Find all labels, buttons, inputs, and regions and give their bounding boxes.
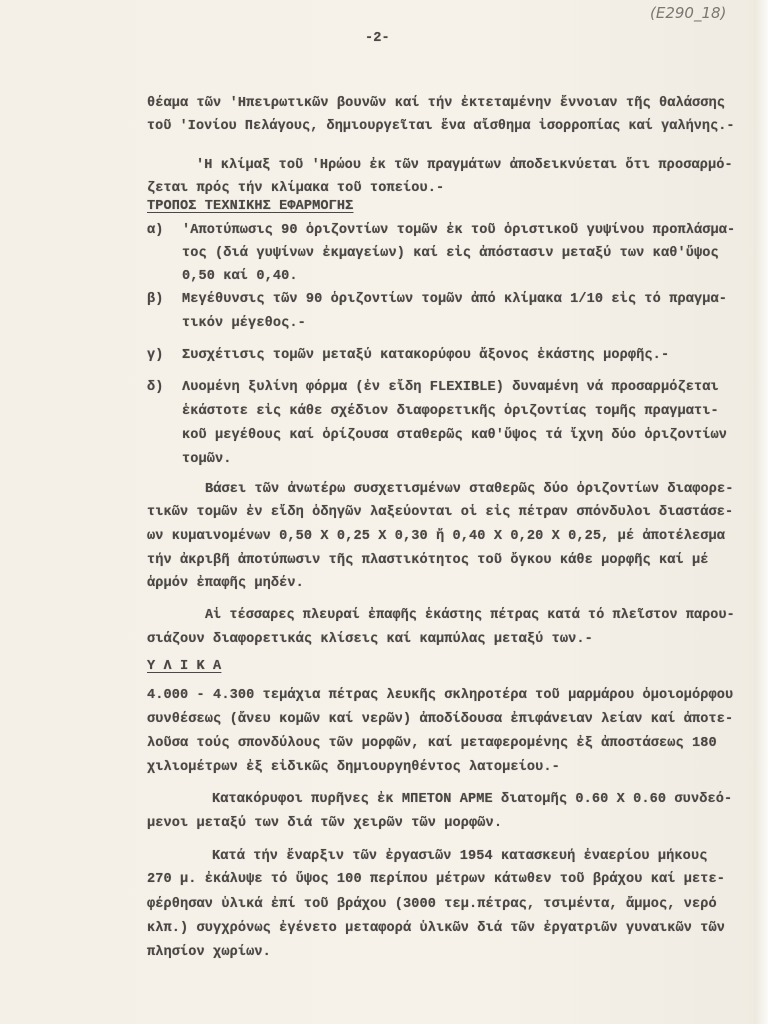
text-line: σιάζουν διαφορετικάς κλίσεις καί καμπύλας μεταξύ των.- [147, 632, 593, 647]
text-line: ἁρμόν ἐπαφῆς μηδέν. [147, 576, 304, 591]
text-line: Συσχέτισις τομῶν μεταξύ κατακορύφου ἄξονος ἑκάστης μορφῆς.- [182, 348, 670, 363]
text-line: 0,50 καί 0,40. [182, 269, 298, 284]
text-line: φέρθησαν ὑλικά ἐπί τοῦ βράχου (3000 τεμ.πέτρας, τσιμέντα, ἄμμος, νερό [147, 897, 717, 912]
text-line: 4.000 - 4.300 τεμάχια πέτρας λευκῆς σκληροτέρα τοῦ μαρμάρου ὁμοιομόρφου [147, 688, 734, 703]
text-line: τος (διά γυψίνων ἐκμαγείων) καί εἰς ἀπόστασιν μεταξύ των καθ'ὕψος [182, 246, 719, 261]
text-line: μενοι μεταξύ των διά τῶν χειρῶν τῶν μορφῶν. [147, 816, 503, 831]
list-marker: δ) [147, 380, 164, 395]
text-line: 'Αποτύπωσις 90 ὁριζοντίων τομῶν ἐκ τοῦ ὁριστικοῦ γυψίνου προπλάσμα- [182, 223, 736, 238]
text-line: πλησίον χωρίων. [147, 945, 271, 960]
archive-annotation: (E290_18) [650, 4, 727, 22]
section-heading-technique: ΤΡΟΠΟΣ ΤΕΧΝΙΚΗΣ ΕΦΑΡΜΟΓΗΣ [147, 199, 354, 214]
text-line: Βάσει τῶν ἀνωτέρω συσχετισμένων σταθερῶς δύο ὁριζοντίων διαφορε- [205, 482, 734, 497]
text-line: χιλιομέτρων ἐξ εἰδικῶς δημιουργηθέντος λατομείου.- [147, 760, 560, 775]
text-line: Κατακόρυφοι πυρῆνες ἐκ ΜΠΕΤΟΝ ΑΡΜΕ διατομῆς 0.60 X 0.60 συνδεό- [212, 792, 733, 807]
text-line: τικῶν τομῶν ἐν εἴδη ὁδηγῶν λαξεύονται οἱ εἰς πέτραν σπόνδυλοι διαστάσε- [147, 505, 734, 520]
text-line: τομῶν. [182, 452, 232, 467]
text-line: κλπ.) συγχρόνως ἐγένετο μεταφορά ὑλικῶν διά τῶν ἐργατριῶν γυναικῶν τῶν [147, 921, 726, 936]
text-line: Αἱ τέσσαρες πλευραί ἐπαφῆς ἑκάστης πέτρας κατά τό πλεῖστον παρου- [205, 608, 735, 623]
text-line: κοῦ μεγέθους καί ὁρίζουσα σταθερῶς καθ'ὕψος τά ἴχνη δύο ὁριζοντίων [182, 428, 727, 443]
list-marker: β) [147, 292, 164, 307]
text-line: Λυομένη ξυλίνη φόρμα (ἐν εἴδη FLEXIBLE) δυναμένη νά προσαρμόζεται [182, 380, 719, 395]
text-line: τικόν μέγεθος.- [182, 316, 306, 331]
page-edge [754, 0, 768, 1024]
text-line: τοῦ 'Ιονίου Πελάγους, δημιουργεῖται ἕνα αἴσθημα ἰσορροπίας καί γαλήνης.- [147, 119, 735, 134]
page-number: -2- [365, 31, 390, 46]
text-line: ων κυμαινομένων 0,50 X 0,25 X 0,30 ἤ 0,40 X 0,20 X 0,25, μέ ἀποτέλεσμα [147, 529, 726, 544]
text-line: θέαμα τῶν 'Ηπειρωτικῶν βουνῶν καί τήν ἐκτεταμένην ἔννοιαν τῆς θαλάσσης [147, 96, 726, 111]
list-marker: α) [147, 223, 164, 238]
text-line: 270 μ. ἐκάλυψε τό ὕψος 100 περίπου μέτρων κάτωθεν τοῦ βράχου καί μετε- [147, 872, 726, 887]
text-line: ζεται πρός τήν κλίμακα τοῦ τοπείου.- [147, 181, 445, 196]
text-line: λοῦσα τούς σπονδύλους τῶν μορφῶν, καί μεταφερομένης ἐξ ἀποστάσεως 180 [147, 736, 717, 751]
text-line: τήν ἀκριβῆ ἀποτύπωσιν τῆς πλαστικότητος τοῦ ὄγκου κάθε μορφῆς καί μέ [147, 553, 709, 568]
text-line: Μεγέθυνσις τῶν 90 ὁριζοντίων τομῶν ἀπό κλίμακα 1/10 εἰς τό πραγμα- [182, 292, 727, 307]
list-marker: γ) [147, 348, 164, 363]
text-line: ἑκάστοτε εἰς κάθε σχέδιον διαφορετικῆς ὁριζοντίας τομῆς πραγματι- [182, 404, 719, 419]
text-line: συνθέσεως (ἄνευ κομῶν καί νερῶν) ἀποδίδουσα ἐπιφάνειαν λείαν καί ἀποτε- [147, 712, 734, 727]
text-line: Κατά τήν ἔναρξιν τῶν ἐργασιῶν 1954 κατασκευή ἐναερίου μήκους [212, 849, 708, 864]
text-line: 'Η κλίμαξ τοῦ 'Ηρώου ἐκ τῶν πραγμάτων ἀποδεικνύεται ὅτι προσαρμό- [196, 158, 733, 173]
section-heading-materials: Υ Λ Ι Κ Α [147, 659, 222, 674]
